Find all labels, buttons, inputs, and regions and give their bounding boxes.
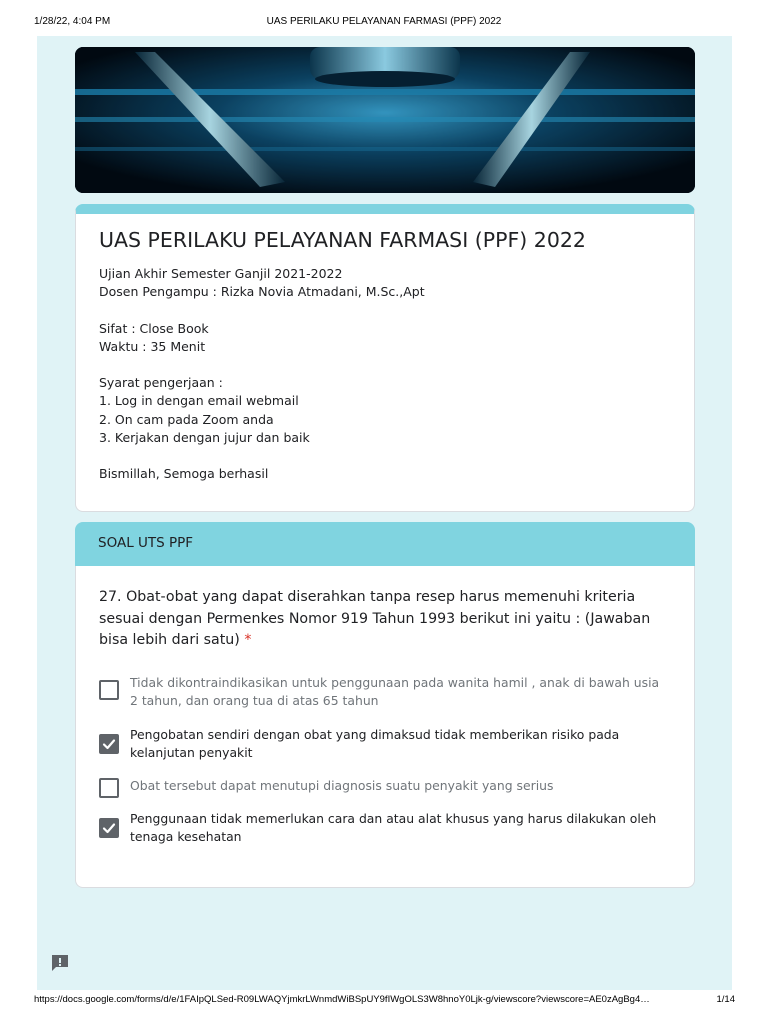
- checkbox-unchecked[interactable]: [99, 778, 119, 798]
- print-page-number: 1/14: [716, 994, 735, 1005]
- form-title: UAS PERILAKU PELAYANAN FARMASI (PPF) 2022: [99, 228, 586, 252]
- checkbox-unchecked[interactable]: [99, 680, 119, 700]
- option-label: Tidak dikontraindikasikan untuk penggunaan pada wanita hamil , anak di bawah usia 2 tahun, dan orang tua di atas 65 tahun: [130, 675, 660, 709]
- option-label: Pengobatan sendiri dengan obat yang dimaksud tidak memberikan risiko pada kelanjutan penyakit: [130, 727, 620, 761]
- print-datetime: 1/28/22, 4:04 PM: [34, 16, 111, 27]
- checkbox-checked[interactable]: [99, 818, 119, 838]
- section-header: [75, 522, 695, 566]
- print-page-title: UAS PERILAKU PELAYANAN FARMASI (PPF) 2022: [266, 16, 502, 27]
- option-label: Penggunaan tidak memerlukan cara dan atau alat khusus yang harus dilakukan oleh tenaga kesehatan: [130, 811, 657, 845]
- section-title: SOAL UTS PPF: [98, 535, 194, 551]
- required-marker: *: [244, 632, 252, 648]
- form-description: Ujian Akhir Semester Ganjil 2021-2022 Dosen Pengampu : Rizka Novia Atmadani, M.Sc.,Apt Sifat : Close Book Waktu : 35 Menit Syarat pengerjaan : 1. Log in dengan email webmail 2. On cam pada Zoom anda 3. Kerjakan dengan jujur dan baik Bismillah, Semoga berhasil: [99, 266, 425, 482]
- check-icon: [101, 820, 117, 836]
- checkbox-checked[interactable]: [99, 734, 119, 754]
- print-header: [0, 16, 768, 30]
- check-icon: [101, 736, 117, 752]
- header-banner-image: [75, 47, 695, 193]
- print-footer: [0, 994, 768, 1008]
- print-url: https://docs.google.com/forms/d/e/1FAIpQLSed-R09LWAQYjmkrLWnmdWiBSpUY9fIWgOLS3W8hnoY0Ljk-g/viewscore?viewscore=AE0zAgBg4…: [34, 994, 650, 1005]
- option-label: Obat tersebut dapat menutupi diagnosis suatu penyakit yang serius: [130, 778, 554, 793]
- question-label: 27. Obat-obat yang dapat diserahkan tanpa resep harus memenuhi kriteria sesuai dengan Permenkes Nomor 919 Tahun 1993 berikut ini yaitu : (Jawaban bisa lebih dari satu): [99, 589, 651, 648]
- form-page: [37, 36, 732, 990]
- form-title-card: [75, 204, 695, 512]
- question-card: [75, 566, 695, 888]
- question-text: [99, 587, 679, 652]
- feedback-icon[interactable]: [50, 953, 70, 973]
